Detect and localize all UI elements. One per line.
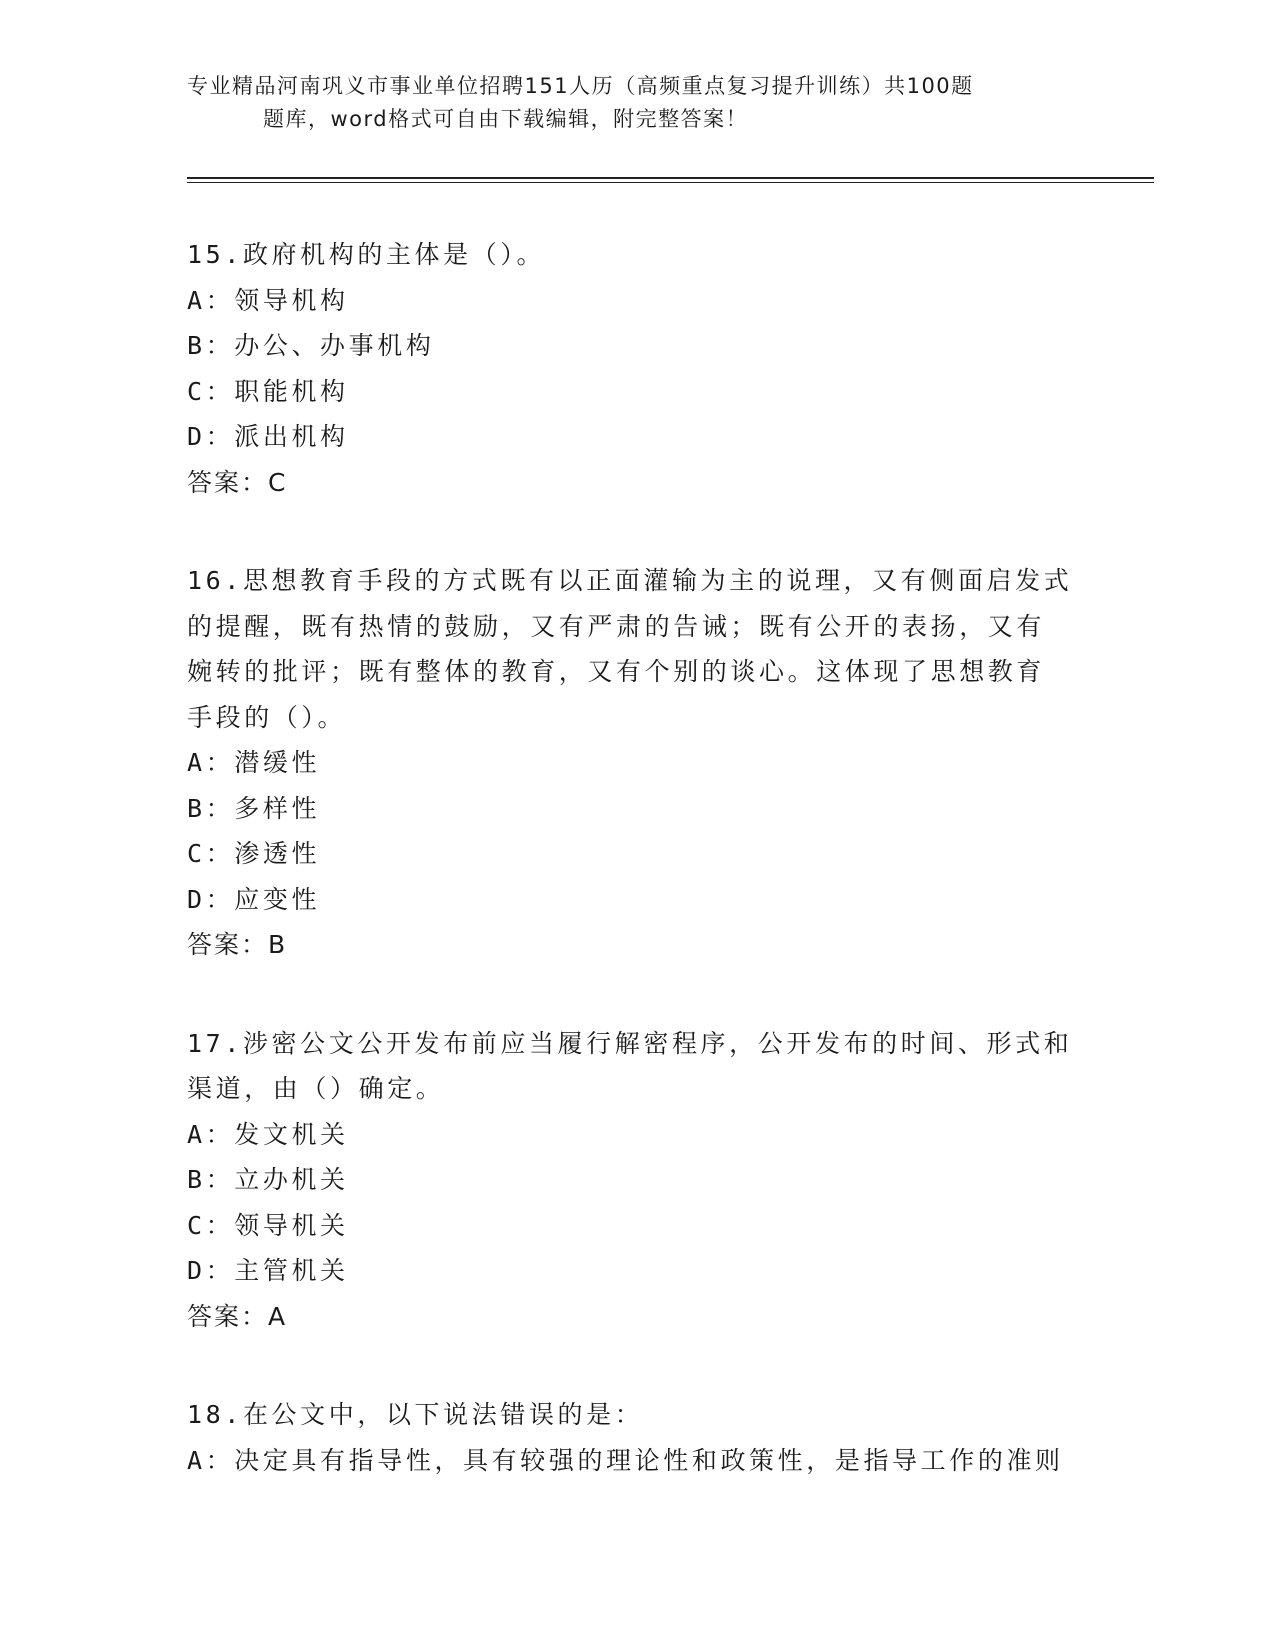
answer: 答案：A <box>187 1301 288 1331</box>
question-stem-line: 16.思想教育手段的方式既有以正面灌输为主的说理，又有侧面启发式 <box>187 566 1073 595</box>
question-stem-line: 婉转的批评；既有整体的教育，又有个别的谈心。这体现了思想教育 <box>187 657 1046 686</box>
question-16 <box>187 558 1077 968</box>
header-divider-thin <box>187 182 1154 183</box>
question-15 <box>187 232 1077 505</box>
option-a: A：发文机关 <box>187 1119 349 1149</box>
header-title-line-1: 专业精品河南巩义市事业单位招聘151人历（高频重点复习提升训练）共100题 <box>187 74 974 98</box>
option-c: C：职能机构 <box>187 376 349 406</box>
header-divider-thick <box>187 177 1154 179</box>
option-b: B：多样性 <box>187 793 321 823</box>
question-list <box>187 232 1077 1536</box>
document-header <box>187 70 1067 136</box>
question-stem-line: 17.涉密公文公开发布前应当履行解密程序，公开发布的时间、形式和 <box>187 1028 1073 1058</box>
option-d: D：派出机构 <box>187 422 349 451</box>
option-b: B：办公、办事机构 <box>187 331 435 360</box>
option-a: A：决定具有指导性，具有较强的理论性和政策性，是指导工作的准则 <box>187 1445 1064 1475</box>
question-18 <box>187 1392 1077 1483</box>
option-a: A：领导机构 <box>187 285 349 315</box>
option-c: C：领导机关 <box>187 1210 349 1240</box>
question-17 <box>187 1021 1077 1340</box>
answer: 答案：B <box>187 930 288 959</box>
answer: 答案：C <box>187 467 288 497</box>
option-a: A：潜缓性 <box>187 748 321 777</box>
question-stem-line: 手段的（）。 <box>187 702 347 732</box>
option-d: D：应变性 <box>187 884 321 914</box>
option-c: C：渗透性 <box>187 839 321 868</box>
option-b: B：立办机关 <box>187 1165 349 1194</box>
question-stem-line: 渠道，由（）确定。 <box>187 1074 445 1103</box>
header-title-line-2: 题库，word格式可自由下载编辑，附完整答案！ <box>263 107 749 131</box>
question-stem: 18.在公文中，以下说法错误的是： <box>187 1400 644 1429</box>
question-stem-line: 的提醒，既有热情的鼓励，又有严肃的告诫；既有公开的表扬，又有 <box>187 611 1046 641</box>
question-stem: 15.政府机构的主体是（）。 <box>187 240 546 269</box>
option-d: D：主管机关 <box>187 1256 349 1285</box>
